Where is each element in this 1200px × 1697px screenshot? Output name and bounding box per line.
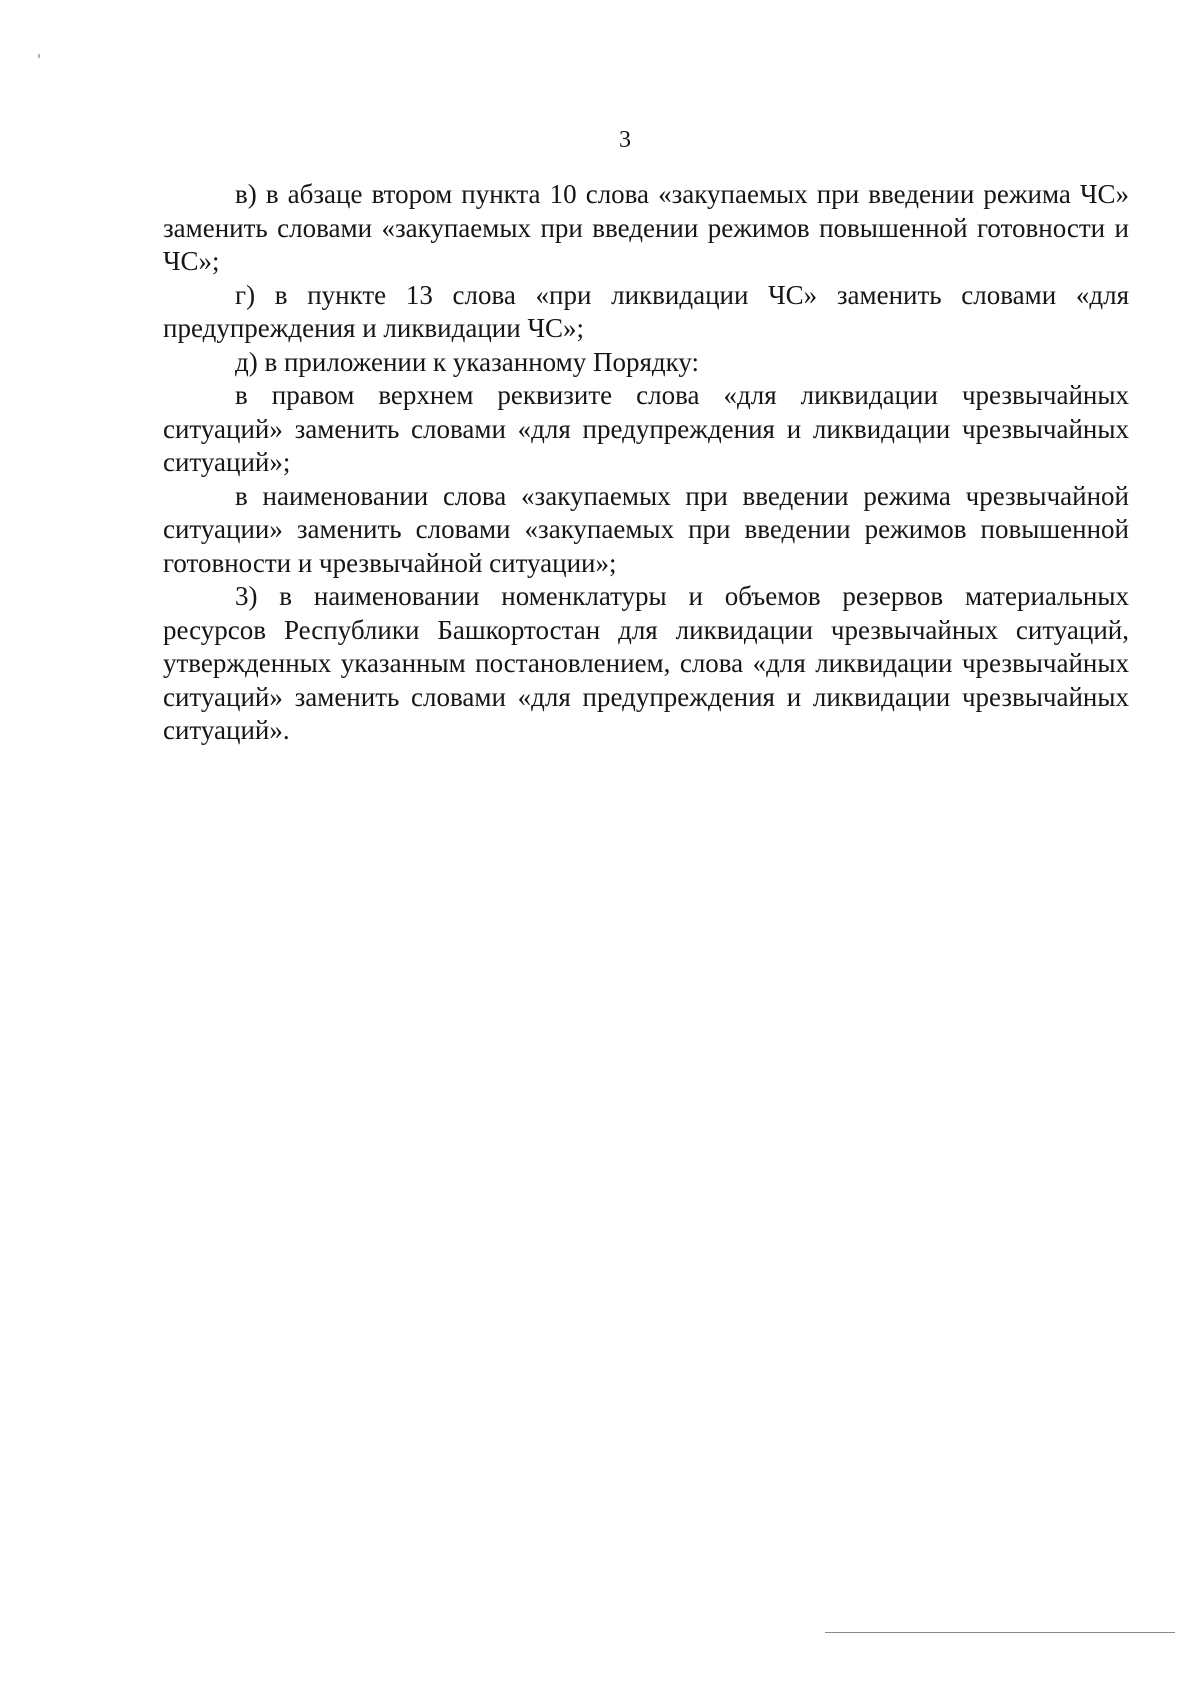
paragraph-d: д) в приложении к указанному Порядку:	[235, 346, 700, 377]
scan-artifact-rule	[825, 1632, 1175, 1633]
page-number: 3	[619, 127, 631, 153]
scan-artifact	[38, 54, 40, 58]
paragraph-requisite: в правом верхнем реквизите слова «для ликвидации чрезвычайных ситуаций» заменить словами «для предупреждения и ликвидации чрезвычайных ситуаций»;	[163, 380, 1129, 477]
paragraph-g: г) в пункте 13 слова «при ликвидации ЧС» заменить словами «для предупреждения и ликвидации ЧС»;	[163, 279, 1129, 343]
paragraph-3: 3) в наименовании номенклатуры и объемов резервов материальных ресурсов Республики Башкортостан для ликвидации чрезвычайных ситуаций, утвержденных указанным постановлением, слова «для ликвидации чрезвычайных ситуаций» заменить словами «для предупреждения и ликвидации чрезвычайных ситуаций».	[163, 581, 1129, 745]
document-body	[163, 178, 1129, 748]
paragraph-v: в) в абзаце втором пункта 10 слова «закупаемых при введении режима ЧС» заменить словами «закупаемых при введении режимов повышенной готовности и ЧС»;	[163, 179, 1129, 276]
paragraph-title-change: в наименовании слова «закупаемых при введении режима чрезвычайной ситуации» заменить словами «закупаемых при введении режимов повышенной готовности и чрезвычайной ситуации»;	[163, 480, 1129, 578]
